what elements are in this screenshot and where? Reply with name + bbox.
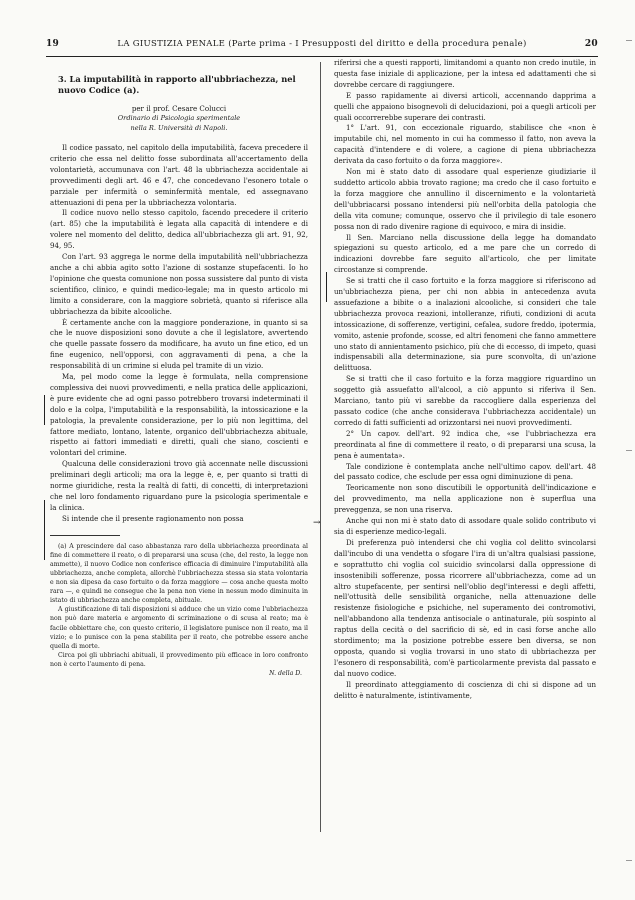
running-header <box>46 38 598 50</box>
running-title: LA GIUSTIZIA PENALE (Parte prima - I Presupposti del diritto e della procedura penale) <box>117 39 527 49</box>
right-page-number: 20 <box>584 39 598 49</box>
edge-mark <box>626 860 632 867</box>
margin-mark <box>44 395 45 425</box>
body-paragraph: Se si tratti che il caso fortuito e la forza maggiore si riferiscono ad un'ubbriachezza piena, per chi non abbia in antecedenza avuta assuefazione a bibite o a inalazioni alcooliche, si consideri che tale ubbriachezza provoca reazioni, intolleranze, rifiuti, condizioni di acuta intossicazione, di sofferenze, vertigini, cefalea, sudore freddo, ipotermia, vomito, astenie profonde, scosse, ed altri fenomeni che fanno ammettere uno stato di annientamento psichico, più che di eccesso, di impeto, quasi indispensabili alla determinazione, sia pure sconvolta, di un'azione delittuosa. <box>334 276 596 373</box>
footnote-signature: N. della D. <box>269 670 302 678</box>
body-paragraph: Ma, pel modo come la legge è formulata, nella comprensione complessiva dei nuovi provvedimenti, e nella pratica delle applicazioni, è pure evidente che ad ogni passo potrebbero trovarsi indeterminati il dolo e la colpa, l'imputabilità e la responsabilità, la intossicazione e la patologia, la prevalente considerazione, per lo più non legittima, del fattore mediato, lontano, latente, organico dell'ubbriachezza abituale, rispetto ai fattori immediati e diretti, quali che siano, coscienti e volontari del crimine. <box>50 372 308 458</box>
body-paragraph: E passo rapidamente ai diversi articoli, accennando dapprima a quelli che appaiono bisognevoli di delucidazioni, poi a quegli articoli per quali occorrerebbe superare dei contrasti. <box>334 90 596 122</box>
left-column <box>50 74 308 678</box>
body-paragraph: 2° Un capov. dell'art. 92 indica che, «se l'ubbriachezza era preordinata al fine di commettere il reato, o di prepararsi una scusa, la pena è aumentata». <box>334 428 596 460</box>
body-paragraph: Il codice passato, nel capitolo della imputabilità, faceva precedere il criterio che essa nel delitto fosse subordinata all'accertamento della volontarietà, accumunava con l'art. 48 la ubbriachezza accidentale ai provvedimenti degli art. 46 e 47, che concedevano l'esonero totale o parziale per infermità o seminfermità mentale, ed assegnavano attenuazioni di pena per la ubbriachezza volontaria. <box>50 143 308 207</box>
cut-mark-icon: → <box>313 518 321 528</box>
body-paragraph: Di preferenza può intendersi che chi voglia col delitto svincolarsi dall'incubo di una vendetta o sfogare l'ira di un'altra qualsiasi passione, e soprattutto chi voglia col suicidio svincolarsi dalla oppressione di insostenibili sofferenze, possa ricorrere all'ubbriachezza, come ad un altro stupefacente, per sentirsi nell'oblio degl'interessi e degli affetti, nell'ottusità delle sensibilità organiche, nella attenuazione delle resistenze fisiologiche e psichiche, nel superamento dei contromotivi, nell'abbandono alla tendenza antisociale o antinaturale, più sospinto al raptus della cecità o del sacrificio di sè, ed in casi forse anche allo stordimento; ma la posizione potrebbe essere ben diversa, se non opposta, quando si voglia trovarsi in uno stato di ubbriachezza per l'esonero di responsabilità, com'è particolarmente prevista dal passato e dal nuovo codice. <box>334 537 596 678</box>
body-paragraph: riferirsi che a questi rapporti, limitandomi a quanto non credo inutile, in questa fase iniziale di applicazione, per la intesa ed adattamenti che si dovrebbe cercare di raggiungere. <box>334 58 596 89</box>
body-paragraph: Teoricamente non sono discutibili le opportunità dell'indicazione e del provvedimento, ma nella applicazione non è superflua una preveggenza, se non una riserva. <box>334 483 596 515</box>
body-paragraph: Si intende che il presente ragionamento non possa <box>62 513 244 523</box>
footnote-rule <box>50 535 120 536</box>
margin-mark <box>326 272 327 302</box>
footnote-paragraph: Circa poi gli ubbriachi abituali, il provvedimento più efficace in loro confronto non è certo l'aumento di pena. <box>50 651 308 668</box>
column-divider <box>320 62 321 832</box>
margin-mark <box>44 500 45 560</box>
author-affiliation <box>50 114 308 133</box>
body-paragraph: Tale condizione è contemplata anche nell'ultimo capov. dell'art. 48 del passato codice, che esclude per essa ogni diminuzione di pena. <box>334 461 596 482</box>
body-paragraph: Il preordinato atteggiamento di coscienza di chi si dispone ad un delitto è naturalmente, istintivamente, <box>334 679 596 700</box>
footnote-paragraph: (a) A prescindere dal caso abbastanza raro della ubbriachezza preordinata al fine di commettere il reato, o di prepararsi una scusa (che, del resto, la legge non ammette), il nuovo Codice non conferisce efficacia di diminuire l'imputabilità alla ubbriachezza, anche completa, allorchè l'ubbriachezza stessa sia stata volontaria e non sia dipesa da caso fortuito o da forza maggiore — cosa anche questa molto rara —, e quindi ne consegue che la pena non viene in nessun modo diminuita in istato di ubbriachezza anche completa, abituale. <box>50 542 308 605</box>
body-paragraph: Con l'art. 93 aggrega le norme della imputabilità nell'ubbriachezza anche a chi abbia agito sotto l'azione di sostanze stupefacenti. Io ho l'opinione che questa comunione non possa sussistere dal punto di vista scientifico, clinico, e quindi medico-legale; ma in questo articolo mi limito a considerare, con la maggiore sobrietà, quanto si riferisce alla ubbriachezza da bibite alcooliche. <box>50 252 308 316</box>
body-paragraph: È certamente anche con la maggiore ponderazione, in quanto si sa che le nuove disposizioni sono dovute a che il legislatore, avvertendo che quelle passate fossero da modificare, ha avuto un fine etico, ed un fine eugenico, nell'opporsi, con aggravamenti di pena, a che la responsabilità di un crimine si eluda pel tramite di un vizio. <box>50 317 308 371</box>
edge-mark <box>626 450 632 457</box>
body-paragraph: Il codice nuovo nello stesso capitolo, facendo precedere il criterio (art. 85) che la imputabilità è legata alla capacità di intendere e di volere nel momento del delitto, dedica all'ubbriachezza gli art. 91, 92, 94, 95. <box>50 208 308 251</box>
body-paragraph: Se si tratti che il caso fortuito e la forza maggiore riguardino un soggetto già assuefatto all'alcool, a ciò appunto si riferiva il Sen. Marciano, tanto più vi sarebbe da raccogliere dalla esperienza del passato codice (che anche considerava l'ubbriachezza accidentale) un corredo di fatti sufficienti ad orizzontarsi nei nuovi provvedimenti. <box>334 374 596 427</box>
body-paragraph: Il Sen. Marciano nella discussione della legge ha domandato spiegazioni su questo articolo, ed a me pare che un corredo di indicazioni dovrebbe fare seguito all'articolo, che per limitate circostanze si comprende. <box>334 232 596 275</box>
body-paragraph: Anche qui non mi è stato dato di assodare quale solido contributo vi sia di esperienze medico-legali. <box>334 516 596 536</box>
header-rule <box>46 56 598 57</box>
article-byline: per il prof. Cesare Colucci <box>131 104 227 113</box>
article-title: 3. La imputabilità in rapporto all'ubbriachezza, nel nuovo Codice (a). <box>58 74 296 95</box>
right-column <box>334 58 596 701</box>
footnotes <box>50 542 308 678</box>
affiliation-line: Ordinario di Psicologia sperimentale <box>117 114 241 122</box>
body-paragraph: 1° L'art. 91, con eccezionale riguardo, stabilisce che «non è imputabile chi, nel momento in cui ha commesso il fatto, non aveva la capacità d'intendere e di volere, a cagione di piena ubbriachezza derivata da caso fortuito o da forza maggiore». <box>334 123 596 166</box>
footnote-paragraph: A giustificazione di tali disposizioni si adduce che un vizio come l'ubbriachezza non può dare materia e argomento di scriminazione o di scusa al reato; ma è facile obbiettare che, con questo criterio, il legislatore punisce non il reato, ma il vizio; e lo punisce con la pena stabilita per il reato, che potrebbe essere anche quella di morte. <box>50 606 308 650</box>
body-paragraph: Non mi è stato dato di assodare qual esperienze giudiziarie il suddetto articolo abbia trovato ragione; ma credo che il caso fortuito e la forza maggiore che annullino il discernimento e la volontarietà dell'ubbriacarsi possano intendersi più nell'orbita della patologia che della vita comune; comunque, osservo che il privilegio di tale esonero possa non di rado divenire ragione di equivoco, e mira di insidie. <box>334 167 596 231</box>
affiliation-line: nella R. Università di Napoli. <box>130 123 228 132</box>
body-paragraph: Qualcuna delle considerazioni trovo già accennate nelle discussioni preliminari degli articoli; ma ora la legge è, e, per quanto si tratti di norme giuridiche, resta la realtà di fatti, di concetti, di interpretazioni che nel loro fondamento riguardano pure la psicologia sperimentale e la clinica. <box>50 459 308 512</box>
left-page-number: 19 <box>46 39 60 49</box>
edge-mark <box>626 40 632 47</box>
